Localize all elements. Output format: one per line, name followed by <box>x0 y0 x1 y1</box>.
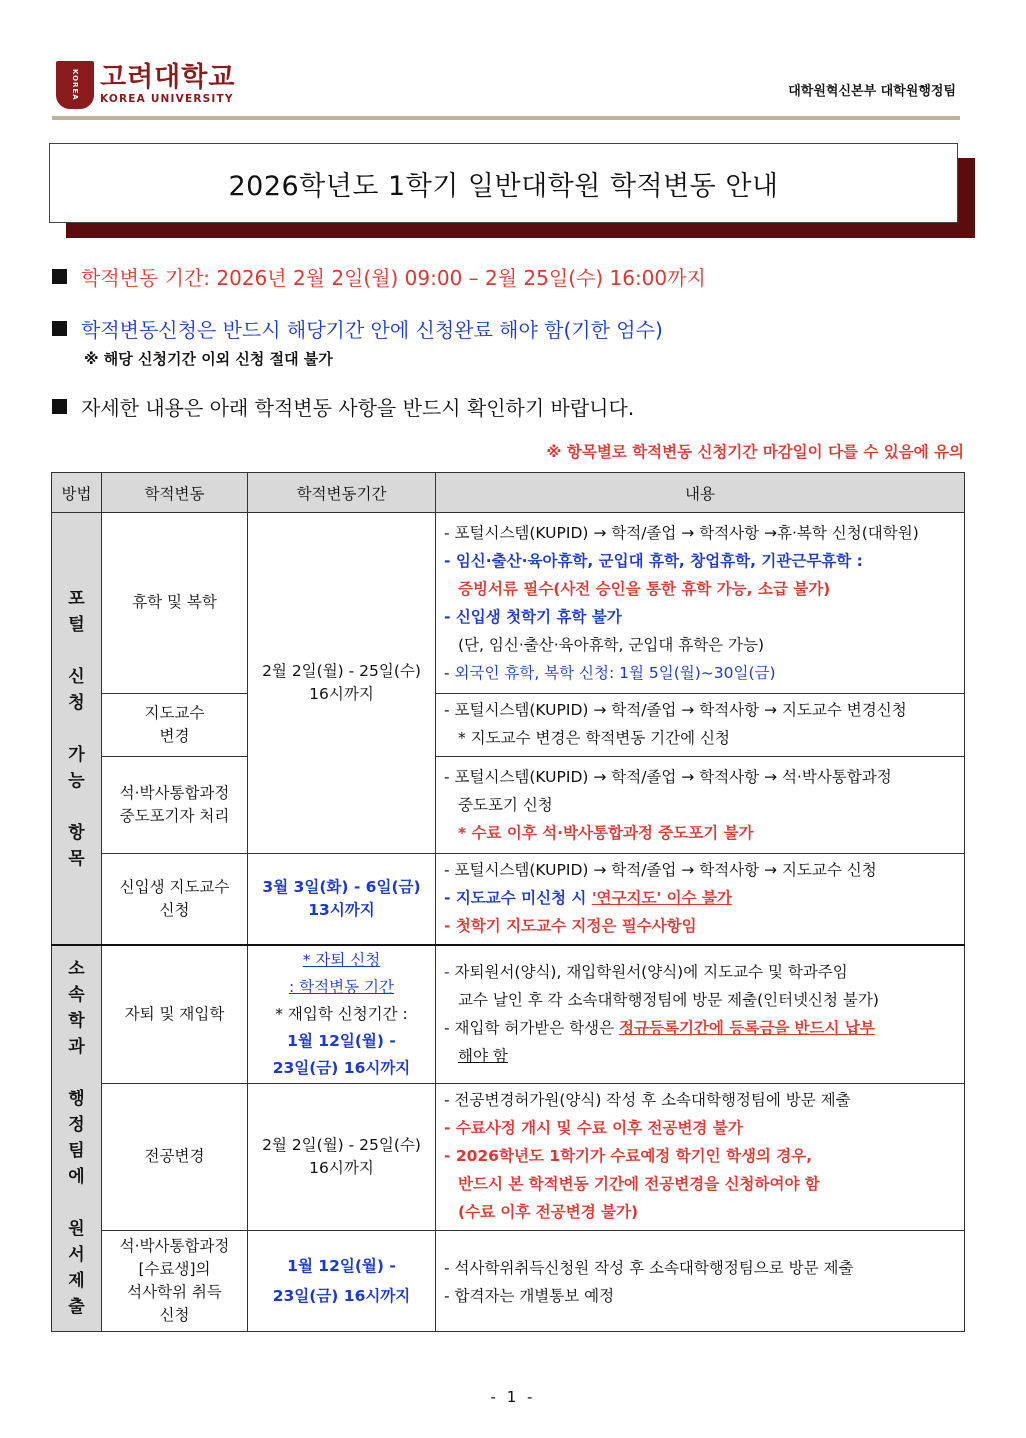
content-line: - 임신·출산·육아휴학, 군입대 휴학, 창업휴학, 기관근무휴학 : <box>444 552 863 570</box>
content-line: - 합격자는 개별통보 예정 <box>444 1286 615 1305</box>
content-line: - 전공변경허가원(양식) 작성 후 소속대학행정팀에 방문 제출 <box>444 1090 851 1109</box>
content-text: - 재입학 허가받은 학생은 <box>444 1019 620 1037</box>
content-line <box>444 659 958 687</box>
table-row <box>52 1083 965 1230</box>
side-char: 학 <box>68 1011 85 1032</box>
table-row <box>52 513 965 694</box>
group-portal-label <box>52 513 102 946</box>
content-advisor-change <box>436 694 965 757</box>
content-line: 해야 함 <box>458 1047 508 1065</box>
period-line: 13시까지 <box>308 901 375 919</box>
table-row <box>52 1230 965 1331</box>
side-char: 신 <box>68 666 85 687</box>
period-line: * 재입학 신청기간 : <box>275 1004 408 1023</box>
content-line: - 신입생 첫학기 휴학 불가 <box>444 608 622 626</box>
dash: - <box>444 664 455 682</box>
content-line <box>444 1014 958 1042</box>
bullet-must <box>52 314 663 343</box>
side-char: 털 <box>68 614 85 635</box>
content-line: - 석사학위취득신청원 작성 후 소속대학행정팀으로 방문 제출 <box>444 1258 854 1277</box>
period-line: 1월 12일(월) - <box>287 1031 396 1050</box>
content-line: - 포털시스템(KUPID) → 학적/졸업 → 학적사항 → 지도교수 신청 <box>444 861 877 879</box>
table-row <box>52 945 965 1083</box>
university-logo <box>56 62 235 108</box>
item-new-advisor <box>102 854 248 946</box>
table-row <box>52 757 965 854</box>
content-major-change <box>436 1083 965 1230</box>
period-withdraw-readmit <box>248 945 436 1083</box>
period-line: : 학적변동 기간 <box>289 977 394 996</box>
period-text: 학적변동 기간: 2026년 2월 2일(월) 09:00 – 2월 25일(수) 16:00까지 <box>81 266 706 290</box>
side-char: 원 <box>68 1219 85 1240</box>
item-line: 신청 <box>159 901 190 919</box>
period-new-advisor <box>248 854 436 946</box>
content-master-degree <box>436 1230 965 1331</box>
content-line: 교수 날인 후 각 소속대학행정팀에 방문 제출(인터넷신청 불가) <box>458 991 879 1009</box>
square-bullet-icon <box>52 321 67 336</box>
academic-change-table <box>51 472 965 1332</box>
content-line: (수료 이후 전공변경 불가) <box>458 1202 639 1221</box>
side-char: 과 <box>68 1037 85 1058</box>
period-line: 16시까지 <box>309 685 374 703</box>
item-major-change: 전공변경 <box>102 1083 248 1230</box>
department-name: 대학원혁신본부 대학원행정팀 <box>788 84 956 99</box>
side-char: 제 <box>68 1271 85 1292</box>
item-leave-return: 휴학 및 복학 <box>102 513 248 694</box>
page-number: - 1 - <box>490 1388 536 1406</box>
period-line: 2월 2일(월) - 25일(수) <box>262 1135 421 1154</box>
item-line: 석·박사통합과정 <box>119 784 230 802</box>
content-line: - 포털시스템(KUPID) → 학적/졸업 → 학적사항 → 석·박사통합과정 <box>444 768 892 786</box>
logo-english-name: KOREA UNIVERSITY <box>100 93 234 105</box>
table-header-row <box>52 473 965 513</box>
content-line <box>444 958 958 986</box>
period-master-degree <box>248 1230 436 1331</box>
side-char: 정 <box>68 1115 85 1136</box>
content-line: 중도포기 신청 <box>458 796 553 814</box>
period-line: 2월 2일(월) - 25일(수) <box>262 662 421 680</box>
header-content: 내용 <box>436 473 965 513</box>
square-bullet-icon <box>52 399 67 414</box>
content-line: - 수료사정 개시 및 수료 이후 전공변경 불가 <box>444 1118 743 1137</box>
item-line: [수료생]의 <box>138 1259 211 1278</box>
side-char: 청 <box>68 692 85 713</box>
research-guidance-warning: '연구지도' 이수 불가 <box>591 889 732 907</box>
content-line: * 수료 이후 석·박사통합과정 중도포기 불가 <box>458 824 754 842</box>
table-row <box>52 854 965 946</box>
side-char: 포 <box>68 588 85 609</box>
period-line: 3월 3일(화) - 6일(금) <box>262 878 421 896</box>
group-dept-office-label <box>52 945 102 1331</box>
item-line: 신입생 지도교수 <box>119 878 230 896</box>
detail-text: 자세한 내용은 아래 학적변동 사항을 반드시 확인하기 바랍니다. <box>81 396 635 420</box>
side-char: 행 <box>68 1089 85 1110</box>
side-char: 가 <box>68 744 85 765</box>
deadline-note: ※ 항목별로 학적변동 신청기간 마감일이 다를 수 있음에 유의 <box>546 443 964 461</box>
header-change: 학적변동 <box>102 473 248 513</box>
content-withdraw-readmit <box>436 945 965 1083</box>
content-line: - 2026학년도 1학기가 수료예정 학기인 학생의 경우, <box>444 1146 813 1165</box>
item-master-degree <box>102 1230 248 1331</box>
seal-text: KOREA <box>71 69 79 101</box>
header-method: 방법 <box>52 473 102 513</box>
side-char: 소 <box>68 959 85 980</box>
item-line: 신청 <box>159 1305 190 1324</box>
item-line: 석·박사통합과정 <box>119 1236 230 1255</box>
content-line: - 첫학기 지도교수 지정은 필수사항임 <box>444 917 697 935</box>
table-row <box>52 694 965 757</box>
square-bullet-icon <box>52 269 67 284</box>
item-line: 석사학위 취득 <box>127 1282 222 1301</box>
side-char: 목 <box>68 848 85 869</box>
content-integrated-dropout <box>436 757 965 854</box>
period-line: 1월 12일(월) - <box>287 1256 396 1275</box>
header-divider <box>52 116 960 120</box>
content-new-advisor <box>436 854 965 946</box>
bullet-period <box>52 262 706 291</box>
content-line: 증빙서류 필수(사전 승인을 통한 휴학 가능, 소급 불가) <box>458 580 831 598</box>
item-line: 지도교수 <box>144 704 205 722</box>
university-seal-icon <box>56 61 94 109</box>
side-char: 속 <box>68 985 85 1006</box>
content-line: - 포털시스템(KUPID) → 학적/졸업 → 학적사항 → 지도교수 변경신청 <box>444 701 907 719</box>
content-text: 자퇴원서(양식), 재입학원서(양식)에 지도교수 및 학과주임 <box>454 963 848 981</box>
period-line: 23일(금) 16시까지 <box>272 1058 411 1077</box>
side-char: 팀 <box>68 1141 85 1162</box>
item-line: 변경 <box>159 727 190 745</box>
side-char: 서 <box>68 1245 85 1266</box>
logo-korean-name: 고려대학교 <box>100 62 236 93</box>
content-line: - 포털시스템(KUPID) → 학적/졸업 → 학적사항 →휴·복학 신청(대학원) <box>444 524 919 542</box>
item-integrated-dropout <box>102 757 248 854</box>
dash: - <box>444 963 455 981</box>
content-line <box>444 884 958 912</box>
side-char: 항 <box>68 822 85 843</box>
period-line: 23일(금) 16시까지 <box>272 1286 411 1305</box>
side-char: 능 <box>68 770 85 791</box>
content-leave-return <box>436 513 965 694</box>
side-char: 출 <box>68 1297 85 1318</box>
advisor-warning: - 지도교수 미신청 시 <box>444 889 592 907</box>
content-line: * 지도교수 변경은 학적변동 기간에 신청 <box>458 729 730 747</box>
tuition-warning: 정규등록기간에 등록금을 반드시 납부 <box>619 1019 875 1037</box>
period-leave-return <box>248 513 436 854</box>
content-line: 반드시 본 학적변동 기간에 전공변경을 신청하여야 함 <box>458 1174 820 1193</box>
item-advisor-change <box>102 694 248 757</box>
must-text: 학적변동신청은 반드시 해당기간 안에 신청완료 해야 함(기한 엄수) <box>81 318 663 342</box>
item-withdraw-readmit: 자퇴 및 재입학 <box>102 945 248 1083</box>
bullet-detail <box>52 392 634 421</box>
period-line: * 자퇴 신청 <box>302 950 381 969</box>
item-line: 중도포기자 처리 <box>119 807 230 825</box>
header-period: 학적변동기간 <box>248 473 436 513</box>
content-line: (단, 임신·출산·육아휴학, 군입대 휴학은 가능) <box>458 636 765 654</box>
must-note: ※ 해당 신청기간 이외 신청 절대 불가 <box>84 350 333 368</box>
period-line: 16시까지 <box>309 1158 374 1177</box>
foreign-student-note: 외국인 휴학, 복학 신청: 1월 5일(월)~30일(금) <box>454 664 776 682</box>
document-title: 2026학년도 1학기 일반대학원 학적변동 안내 <box>49 143 958 223</box>
period-major-change <box>248 1083 436 1230</box>
side-char: 에 <box>68 1167 85 1188</box>
